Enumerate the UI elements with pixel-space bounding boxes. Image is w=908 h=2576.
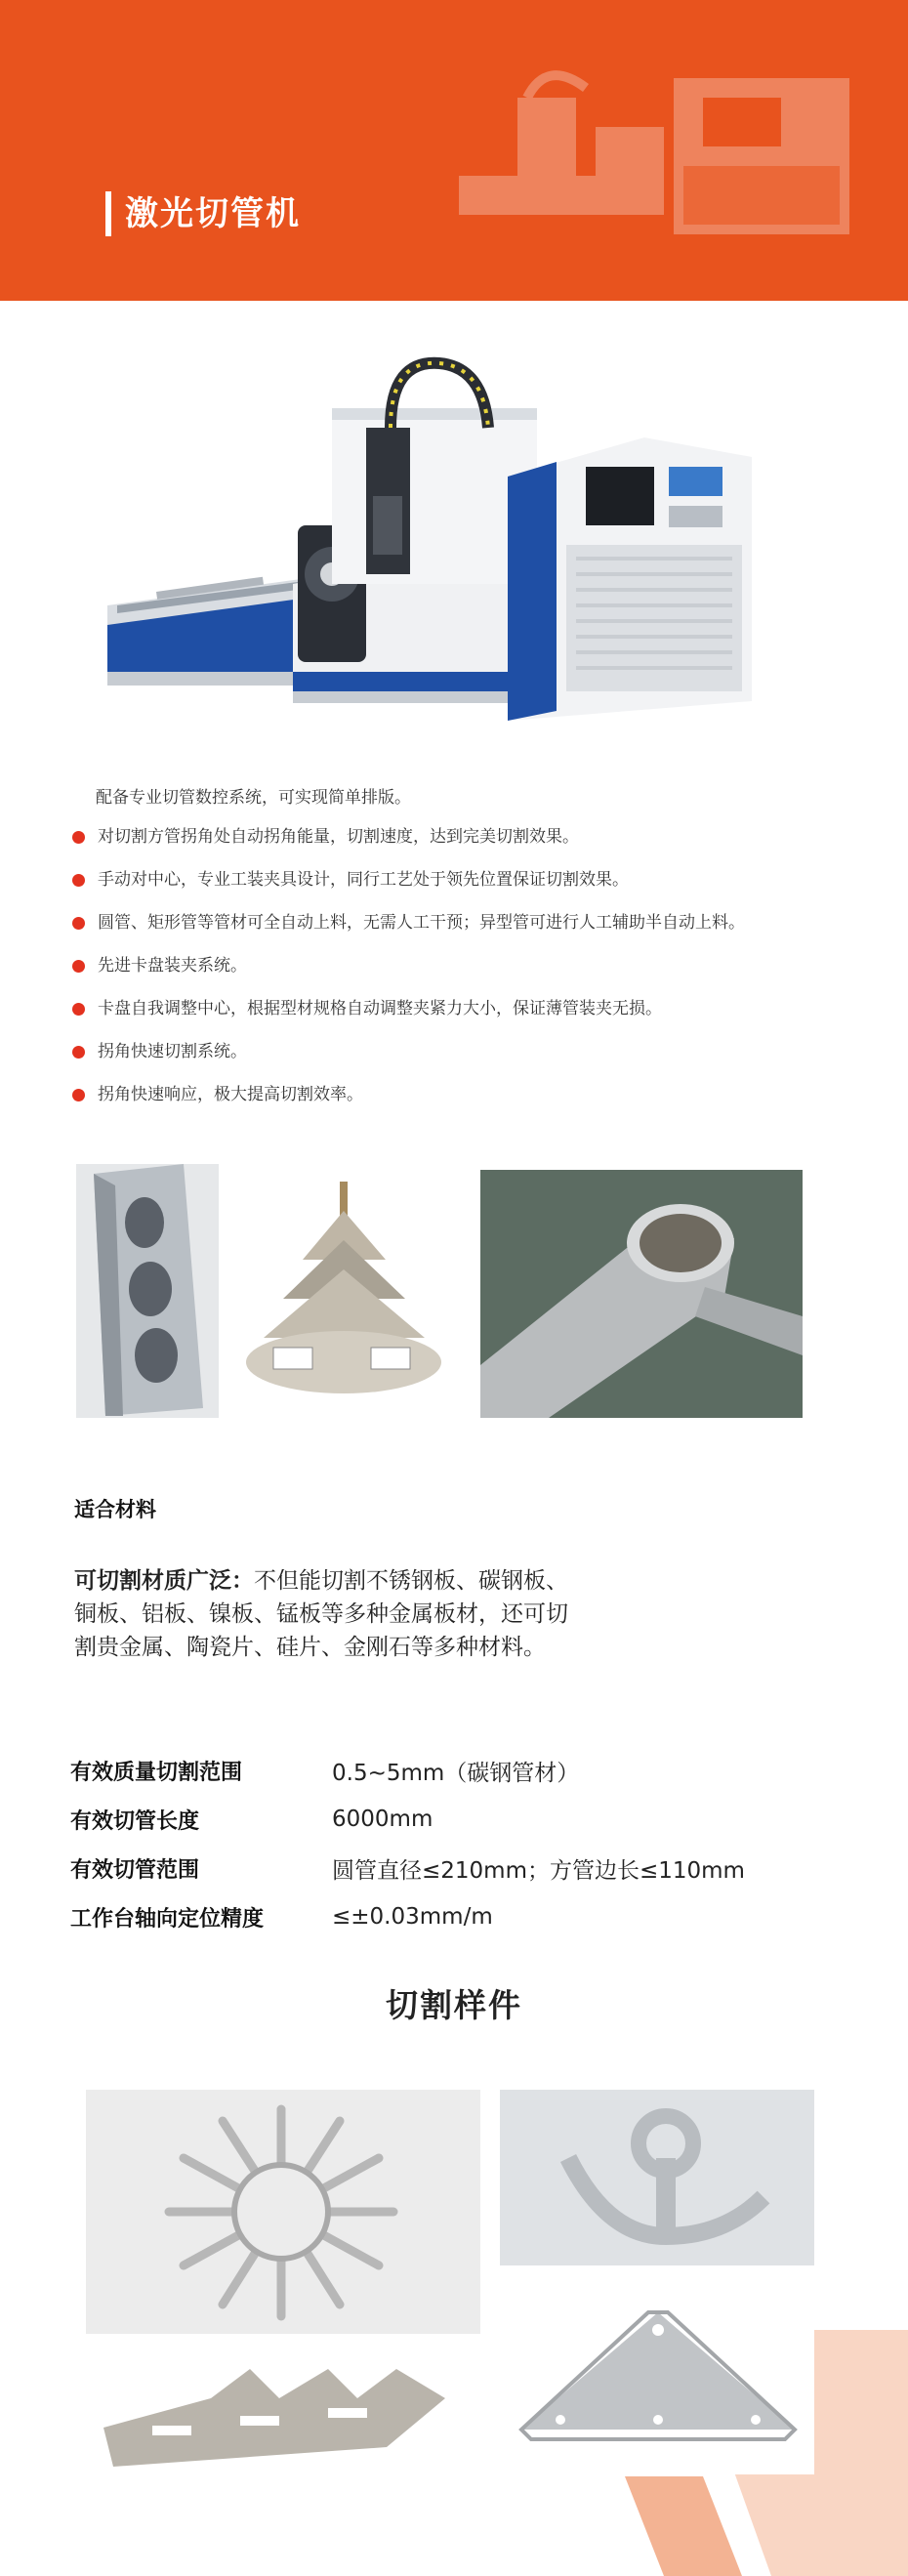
round-tube-photo xyxy=(480,1170,803,1418)
spec-value: 0.5~5mm（碳钢管材） xyxy=(332,1760,580,1786)
title-accent-bar xyxy=(105,191,111,236)
machine-silhouette-icon xyxy=(459,59,869,264)
list-item: 圆管、矩形管等管材可全自动上料，无需人工干预；异型管可进行人工辅助半自动上料。 xyxy=(70,910,871,935)
features-intro: 配备专业切管数控系统，可实现简单排版。 xyxy=(96,788,411,808)
page-title: 激光切管机 xyxy=(125,194,301,233)
anchor-sample-photo xyxy=(500,2090,814,2265)
laser-tube-cutter-image xyxy=(98,350,801,740)
bullet-icon xyxy=(72,1089,85,1101)
spec-row xyxy=(70,1795,871,1844)
materials-lead: 可切割材质广泛： xyxy=(74,1568,254,1594)
list-item: 拐角快速切割系统。 xyxy=(70,1039,871,1064)
square-tube-photo xyxy=(76,1164,219,1418)
strip-sample-photo xyxy=(94,2340,459,2476)
spec-label: 有效切管范围 xyxy=(70,1857,200,1883)
triangle-plate-sample-photo xyxy=(502,2283,814,2474)
list-item: 先进卡盘装夹系统。 xyxy=(70,953,871,978)
heatsink-part-photo xyxy=(234,1172,459,1418)
sunburst-sample-photo xyxy=(86,2090,480,2334)
spec-label: 有效质量切割范围 xyxy=(70,1760,243,1785)
bullet-icon xyxy=(72,917,85,930)
materials-section-title: 适合材料 xyxy=(74,1498,156,1521)
spec-value: 6000mm xyxy=(332,1807,433,1832)
list-item: 手动对中心，专业工装夹具设计，同行工艺处于领先位置保证切割效果。 xyxy=(70,867,871,893)
list-item: 对切割方管拐角处自动拐角能量，切割速度，达到完美切割效果。 xyxy=(70,824,871,850)
bullet-icon xyxy=(72,1003,85,1016)
feature-list xyxy=(70,824,871,1125)
spec-row xyxy=(70,1844,871,1892)
bullet-icon xyxy=(72,960,85,973)
bullet-icon xyxy=(72,1046,85,1059)
header-banner xyxy=(0,0,908,301)
bullet-icon xyxy=(72,874,85,887)
spec-row xyxy=(70,1746,871,1795)
spec-row xyxy=(70,1892,871,1941)
spec-table xyxy=(70,1746,871,1941)
list-item: 卡盘自我调整中心，根据型材规格自动调整夹紧力大小，保证薄管装夹无损。 xyxy=(70,996,871,1021)
list-item: 拐角快速响应，极大提高切割效率。 xyxy=(70,1082,871,1107)
spec-value: 圆管直径≤210mm；方管边长≤110mm xyxy=(332,1857,745,1884)
bullet-icon xyxy=(72,831,85,844)
samples-section-title: 切割样件 xyxy=(386,1986,522,2024)
materials-description xyxy=(74,1564,582,1664)
spec-label: 工作台轴向定位精度 xyxy=(70,1906,265,1932)
materials-text: 不但能切割不锈钢板、碳钢板、铜板、铝板、镍板、锰板等多种金属板材，还可切割贵金属、陶瓷片、硅片、金刚石等多种材料。 xyxy=(74,1568,568,1660)
spec-value: ≤±0.03mm/m xyxy=(332,1904,493,1930)
spec-label: 有效切管长度 xyxy=(70,1808,200,1834)
